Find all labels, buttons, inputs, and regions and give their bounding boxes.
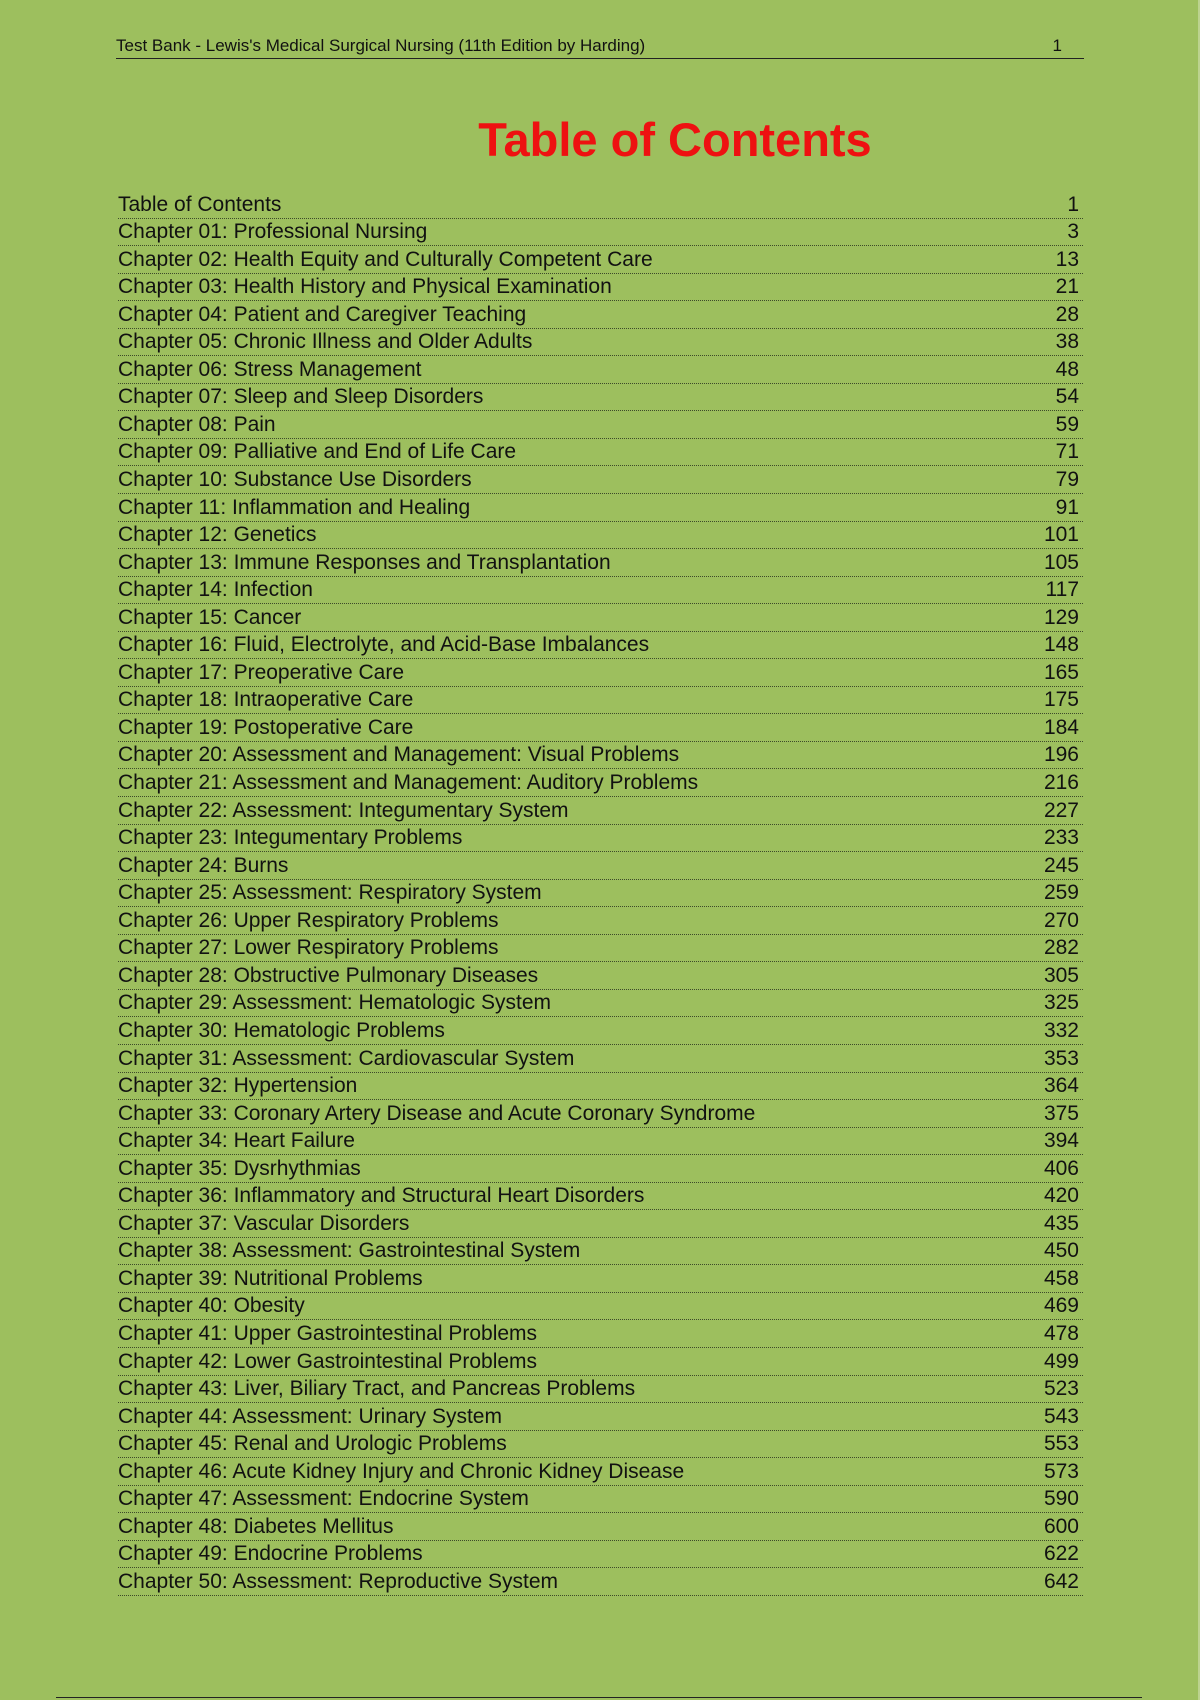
toc-entry-title: Chapter 13: Immune Responses and Transplantation — [118, 550, 611, 574]
toc-entry-page: 270 — [1043, 908, 1079, 932]
toc-entry-page: 450 — [1043, 1239, 1079, 1263]
toc-entry-title: Chapter 08: Pain — [118, 412, 276, 436]
toc-entry[interactable] — [118, 1155, 1083, 1183]
toc-entry-page: 332 — [1043, 1018, 1079, 1042]
toc-entry[interactable] — [118, 797, 1083, 825]
toc-entry[interactable] — [118, 1017, 1083, 1045]
toc-entry-page: 364 — [1043, 1074, 1079, 1098]
toc-entry-page: 305 — [1043, 963, 1079, 987]
toc-entry-title: Chapter 22: Assessment: Integumentary System — [118, 798, 569, 822]
toc-entry[interactable] — [118, 1265, 1083, 1293]
toc-entry-page: 3 — [1067, 220, 1079, 244]
toc-entry-page: 420 — [1043, 1184, 1079, 1208]
toc-entry-title: Chapter 19: Postoperative Care — [118, 715, 414, 739]
toc-entry-title: Chapter 27: Lower Respiratory Problems — [118, 936, 499, 960]
toc-entry[interactable] — [118, 577, 1083, 605]
toc-entry-page: 543 — [1043, 1404, 1079, 1428]
toc-entry[interactable] — [118, 1403, 1083, 1431]
toc-entry[interactable] — [118, 301, 1083, 329]
toc-entry[interactable] — [118, 191, 1083, 219]
toc-entry-page: 375 — [1043, 1101, 1079, 1125]
toc-entry-title: Chapter 37: Vascular Disorders — [118, 1211, 410, 1235]
toc-entry-title: Chapter 49: Endocrine Problems — [118, 1542, 423, 1566]
toc-entry[interactable] — [118, 1458, 1083, 1486]
toc-entry-page: 165 — [1043, 660, 1079, 684]
toc-entry-title: Chapter 20: Assessment and Management: Visual Problems — [118, 743, 680, 767]
toc-entry[interactable] — [118, 1238, 1083, 1266]
toc-entry-title: Chapter 41: Upper Gastrointestinal Problems — [118, 1321, 538, 1345]
toc-entry[interactable] — [118, 1376, 1083, 1404]
toc-entry[interactable] — [118, 329, 1083, 357]
toc-entry[interactable] — [118, 907, 1083, 935]
toc-entry[interactable] — [118, 494, 1083, 522]
toc-entry[interactable] — [118, 274, 1083, 302]
toc-entry-page: 478 — [1043, 1321, 1079, 1345]
toc-entry-title: Chapter 11: Inflammation and Healing — [118, 495, 471, 519]
toc-entry-title: Chapter 38: Assessment: Gastrointestinal System — [118, 1239, 581, 1263]
toc-entry[interactable] — [118, 1100, 1083, 1128]
toc-entry[interactable] — [118, 1128, 1083, 1156]
toc-entry[interactable] — [118, 687, 1083, 715]
toc-entry-title: Chapter 06: Stress Management — [118, 357, 422, 381]
toc-entry[interactable] — [118, 990, 1083, 1018]
toc-entry-page: 325 — [1043, 991, 1079, 1015]
toc-entry-title: Chapter 17: Preoperative Care — [118, 660, 404, 684]
toc-entry-page: 28 — [1055, 302, 1079, 326]
toc-entry-title: Chapter 29: Assessment: Hematologic System — [118, 991, 552, 1015]
header-title: Test Bank - Lewis's Medical Surgical Nursing (11th Edition by Harding) — [116, 36, 646, 55]
toc-entry[interactable] — [118, 632, 1083, 660]
toc-entry-page: 91 — [1055, 495, 1079, 519]
toc-entry-title: Chapter 05: Chronic Illness and Older Adults — [118, 330, 533, 354]
toc-entry[interactable] — [118, 604, 1083, 632]
toc-entry[interactable] — [118, 356, 1083, 384]
toc-entry-page: 406 — [1043, 1156, 1079, 1180]
toc-entry-title: Table of Contents — [118, 192, 282, 216]
toc-entry[interactable] — [118, 935, 1083, 963]
toc-entry[interactable] — [118, 246, 1083, 274]
toc-entry-page: 245 — [1043, 853, 1079, 877]
toc-entry-page: 523 — [1043, 1377, 1079, 1401]
toc-entry-page: 259 — [1043, 881, 1079, 905]
toc-entry[interactable] — [118, 1045, 1083, 1073]
page-title: Table of Contents — [478, 113, 872, 166]
toc-entry-page: 600 — [1043, 1514, 1079, 1538]
toc-entry-page: 79 — [1055, 468, 1079, 492]
toc-entry[interactable] — [118, 962, 1083, 990]
toc-entry[interactable] — [118, 1568, 1083, 1596]
toc-entry-page: 469 — [1043, 1294, 1079, 1318]
toc-entry-page: 184 — [1043, 715, 1079, 739]
toc-entry-page: 129 — [1043, 605, 1079, 629]
toc-entry-title: Chapter 47: Assessment: Endocrine System — [118, 1487, 529, 1511]
toc-entry-title: Chapter 39: Nutritional Problems — [118, 1266, 423, 1290]
toc-entry-page: 59 — [1055, 412, 1079, 436]
toc-entry-page: 101 — [1043, 523, 1079, 547]
toc-entry-page: 590 — [1043, 1487, 1079, 1511]
toc-entry-page: 13 — [1055, 247, 1079, 271]
toc-entry-page: 1 — [1067, 192, 1079, 216]
toc-entry-title: Chapter 28: Obstructive Pulmonary Diseases — [118, 963, 539, 987]
toc-entry-page: 642 — [1043, 1569, 1079, 1593]
toc-entry[interactable] — [118, 1183, 1083, 1211]
toc-entry[interactable] — [118, 522, 1083, 550]
toc-entry-title: Chapter 14: Infection — [118, 578, 313, 602]
toc-entry[interactable] — [118, 384, 1083, 412]
toc-entry[interactable] — [118, 1348, 1083, 1376]
toc-entry[interactable] — [118, 1541, 1083, 1569]
toc-entry-title: Chapter 10: Substance Use Disorders — [118, 468, 472, 492]
toc-entry-title: Chapter 45: Renal and Urologic Problems — [118, 1432, 507, 1456]
toc-entry-page: 282 — [1043, 936, 1079, 960]
toc-entry-title: Chapter 24: Burns — [118, 853, 289, 877]
toc-entry[interactable] — [118, 411, 1083, 439]
toc-entry[interactable] — [118, 769, 1083, 797]
toc-entry[interactable] — [118, 1320, 1083, 1348]
toc-entry-page: 54 — [1055, 385, 1079, 409]
toc-entry-page: 175 — [1043, 688, 1079, 712]
toc-entry-title: Chapter 07: Sleep and Sleep Disorders — [118, 385, 484, 409]
toc-entry-title: Chapter 50: Assessment: Reproductive System — [118, 1569, 559, 1593]
toc-entry-title: Chapter 16: Fluid, Electrolyte, and Acid-Base Imbalances — [118, 633, 650, 657]
toc-entry-page: 21 — [1055, 275, 1079, 299]
toc-entry-page: 573 — [1043, 1459, 1079, 1483]
toc-entry-page: 71 — [1055, 440, 1079, 464]
toc-entry-title: Chapter 18: Intraoperative Care — [118, 688, 414, 712]
toc-entry[interactable] — [118, 659, 1083, 687]
toc-entry[interactable] — [118, 825, 1083, 853]
toc-entry[interactable] — [118, 852, 1083, 880]
toc-entry-title: Chapter 33: Coronary Artery Disease and Acute Coronary Syndrome — [118, 1101, 756, 1125]
toc-entry-title: Chapter 36: Inflammatory and Structural Heart Disorders — [118, 1184, 645, 1208]
toc-entry[interactable] — [118, 1431, 1083, 1459]
toc-entry-page: 353 — [1043, 1046, 1079, 1070]
toc-entry-page: 435 — [1043, 1211, 1079, 1235]
toc-entry[interactable] — [118, 1073, 1083, 1101]
toc-entry-title: Chapter 30: Hematologic Problems — [118, 1018, 445, 1042]
toc-entry[interactable] — [118, 466, 1083, 494]
toc-entry-title: Chapter 23: Integumentary Problems — [118, 826, 463, 850]
toc-entry-title: Chapter 03: Health History and Physical Examination — [118, 275, 612, 299]
toc-entry-title: Chapter 32: Hypertension — [118, 1074, 358, 1098]
footer-rule — [56, 1697, 1142, 1698]
toc-entry[interactable] — [118, 439, 1083, 467]
toc-entry-title: Chapter 48: Diabetes Mellitus — [118, 1514, 394, 1538]
toc-entry-page: 622 — [1043, 1542, 1079, 1566]
toc-list — [118, 191, 1083, 1596]
toc-entry-page: 499 — [1043, 1349, 1079, 1373]
running-header — [116, 34, 1084, 59]
toc-entry-page: 196 — [1043, 743, 1079, 767]
toc-entry-title: Chapter 09: Palliative and End of Life Care — [118, 440, 517, 464]
toc-entry[interactable] — [118, 219, 1083, 247]
toc-entry-page: 48 — [1055, 357, 1079, 381]
toc-entry-title: Chapter 01: Professional Nursing — [118, 220, 428, 244]
toc-entry[interactable] — [118, 1513, 1083, 1541]
header-page-number: 1 — [1052, 36, 1062, 55]
toc-entry-title: Chapter 02: Health Equity and Culturally Competent Care — [118, 247, 653, 271]
toc-entry[interactable] — [118, 549, 1083, 577]
toc-entry-title: Chapter 35: Dysrhythmias — [118, 1156, 361, 1180]
toc-entry-title: Chapter 31: Assessment: Cardiovascular System — [118, 1046, 575, 1070]
toc-entry-page: 233 — [1043, 826, 1079, 850]
toc-entry-page: 117 — [1045, 578, 1079, 602]
toc-entry[interactable] — [118, 742, 1083, 770]
toc-entry-title: Chapter 40: Obesity — [118, 1294, 305, 1318]
toc-entry[interactable] — [118, 880, 1083, 908]
toc-entry-title: Chapter 43: Liver, Biliary Tract, and Pancreas Problems — [118, 1377, 636, 1401]
toc-entry-title: Chapter 44: Assessment: Urinary System — [118, 1404, 502, 1428]
toc-entry[interactable] — [118, 1293, 1083, 1321]
toc-entry-page: 216 — [1043, 771, 1079, 795]
toc-entry[interactable] — [118, 1486, 1083, 1514]
toc-entry-page: 105 — [1043, 550, 1079, 574]
toc-entry-page: 458 — [1043, 1266, 1079, 1290]
toc-entry-title: Chapter 21: Assessment and Management: Auditory Problems — [118, 771, 699, 795]
toc-entry-title: Chapter 26: Upper Respiratory Problems — [118, 908, 499, 932]
toc-entry[interactable] — [118, 1210, 1083, 1238]
toc-entry-title: Chapter 34: Heart Failure — [118, 1129, 355, 1153]
toc-entry-title: Chapter 46: Acute Kidney Injury and Chronic Kidney Disease — [118, 1459, 685, 1483]
toc-entry-page: 394 — [1043, 1129, 1079, 1153]
toc-entry-page: 227 — [1043, 798, 1079, 822]
toc-entry-title: Chapter 42: Lower Gastrointestinal Problems — [118, 1349, 538, 1373]
toc-entry-title: Chapter 12: Genetics — [118, 523, 317, 547]
toc-entry-page: 553 — [1043, 1432, 1079, 1456]
toc-entry-title: Chapter 04: Patient and Caregiver Teaching — [118, 302, 527, 326]
toc-entry[interactable] — [118, 714, 1083, 742]
toc-entry-title: Chapter 25: Assessment: Respiratory System — [118, 881, 542, 905]
toc-entry-page: 38 — [1055, 330, 1079, 354]
toc-entry-title: Chapter 15: Cancer — [118, 605, 302, 629]
toc-entry-page: 148 — [1043, 633, 1079, 657]
